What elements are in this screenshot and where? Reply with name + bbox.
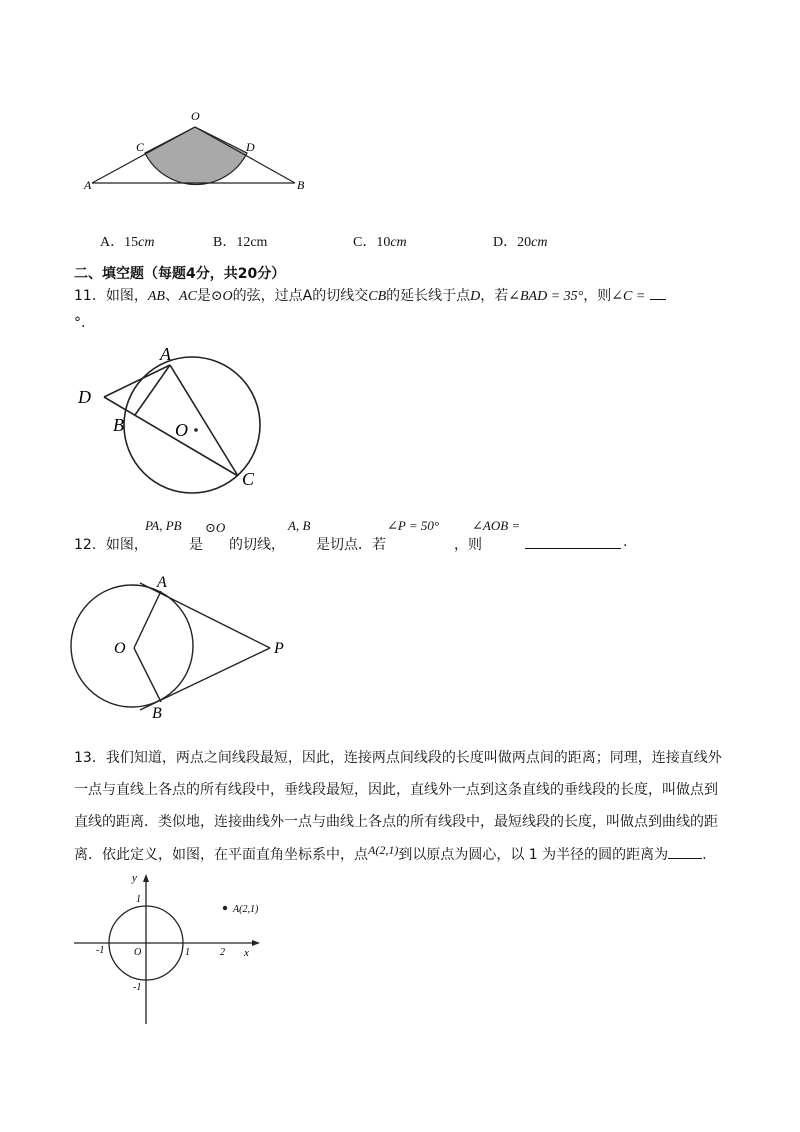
q11-rest4: ，则 xyxy=(583,288,612,304)
point-a xyxy=(223,906,227,910)
option-b xyxy=(213,231,267,251)
answer-blank[interactable] xyxy=(650,285,666,300)
label-b: B xyxy=(152,705,162,722)
segment-da xyxy=(104,365,170,397)
q12-ab: A, B xyxy=(288,518,311,533)
point-a-label: A(2,1) xyxy=(233,904,259,915)
answer-blank[interactable] xyxy=(668,844,702,859)
q11-angle: ∠BAD = 35° xyxy=(508,289,584,304)
option-c xyxy=(353,231,407,251)
q13-line4 xyxy=(74,843,707,864)
y-axis-arrow xyxy=(143,874,149,882)
label-y: y xyxy=(132,872,137,884)
q11-tail: °. xyxy=(74,315,86,331)
q12-tangent: 的切线， xyxy=(229,537,285,553)
q12-angle-p: ∠P = 50° xyxy=(387,518,440,533)
option-value: 12cm xyxy=(236,235,268,250)
tick-label-y-1: 1 xyxy=(136,894,141,905)
label-o: O xyxy=(114,640,126,657)
label-p: P xyxy=(274,640,284,657)
q13-line4b: 到以原点为圆心，以 1 为半径的圆的距离为 xyxy=(398,847,669,863)
label-x: x xyxy=(244,947,249,959)
tangent-pb xyxy=(140,648,270,710)
q12-circle: ⊙O xyxy=(205,520,226,535)
tick-label-y-neg1: -1 xyxy=(133,982,142,993)
segment-ab xyxy=(135,365,170,415)
q11-d: D xyxy=(470,289,481,304)
q11-sep: 、 xyxy=(164,288,179,304)
center-dot xyxy=(194,428,198,432)
q13-line3: 直线的距离．类似地，连接曲线外一点与曲线上各点的所有线段中，最短线段的长度，叫做点到曲线的距 xyxy=(74,814,718,830)
option-a xyxy=(100,231,154,251)
q12-number: 12．如图， xyxy=(74,537,148,553)
segment-dc xyxy=(104,397,238,476)
q11-rest1: 的弦，过点A的切线交 xyxy=(232,288,369,304)
option-letter: A． xyxy=(100,235,125,250)
shaded-sector xyxy=(145,127,247,185)
q12-then: ，则 xyxy=(454,537,482,553)
question-11 xyxy=(74,285,666,305)
q11-ac: AC xyxy=(178,289,197,304)
section-heading: 二、填空题（每题4分，共20分） xyxy=(74,266,286,282)
answer-blank[interactable] xyxy=(525,534,621,549)
label-o: O xyxy=(191,109,200,123)
origin-label: O xyxy=(134,947,142,958)
label-c: C xyxy=(242,469,255,489)
option-d xyxy=(493,231,547,251)
q12-end: . xyxy=(623,534,628,550)
option-value: 10 xyxy=(376,235,391,250)
q13-line1: 13．我们知道，两点之间线段最短，因此，连接两点间线段的长度叫做两点间的距离；同理，连接直线外 xyxy=(74,750,722,766)
option-unit: cm xyxy=(390,235,407,250)
q11-is: 是 xyxy=(196,288,211,304)
radius-ob xyxy=(134,648,161,702)
figure-q11 xyxy=(70,340,280,495)
figure-q13 xyxy=(68,868,288,1028)
q11-rest2: 的延长线于点 xyxy=(386,288,471,304)
option-value: 20 xyxy=(517,235,532,250)
option-letter: D． xyxy=(493,235,518,250)
tick-label-x-2: 2 xyxy=(220,947,225,958)
q11-angle-c: ∠C = xyxy=(611,289,646,304)
circle-o xyxy=(71,585,193,707)
q11-circle: ⊙O xyxy=(210,289,233,304)
label-o: O xyxy=(175,420,188,440)
q13-end: . xyxy=(702,847,707,863)
q13-line2: 一点与直线上各点的所有线段中，垂线段最短，因此，直线外一点到这条直线的垂线段的长度，叫做点到 xyxy=(74,782,718,798)
label-b: B xyxy=(113,415,124,435)
option-letter: C． xyxy=(353,235,377,250)
option-unit: cm xyxy=(138,235,155,250)
q12-angle-aob: ∠AOB = xyxy=(472,518,521,533)
q12-is: 是 xyxy=(189,537,203,553)
option-letter: B． xyxy=(213,235,237,250)
x-axis-arrow xyxy=(252,940,260,946)
q12-points: 是切点．若 xyxy=(316,537,386,553)
radius-oa xyxy=(134,591,161,648)
figure-q12 xyxy=(65,570,295,725)
label-c: C xyxy=(136,140,145,154)
label-b: B xyxy=(297,178,305,192)
option-unit: cm xyxy=(531,235,548,250)
q13-point: A(2,1) xyxy=(368,843,399,857)
label-a: A xyxy=(84,178,92,192)
label-a: A xyxy=(160,344,171,364)
label-d: D xyxy=(246,140,255,154)
label-a: A xyxy=(157,574,167,591)
q11-ab: AB xyxy=(147,289,165,304)
option-value: 15 xyxy=(124,235,139,250)
q11-rest3: ，若 xyxy=(480,288,509,304)
tick-label-x-neg1: -1 xyxy=(96,945,105,956)
q12-papb: PA, PB xyxy=(145,518,182,533)
q11-number: 11．如图， xyxy=(74,288,148,304)
figure-q10 xyxy=(80,105,320,195)
tick-label-x-1: 1 xyxy=(185,947,190,958)
q11-cb: CB xyxy=(368,289,387,304)
q13-line4a: 离．依此定义，如图，在平面直角坐标系中，点 xyxy=(74,847,368,863)
label-d: D xyxy=(78,387,91,407)
